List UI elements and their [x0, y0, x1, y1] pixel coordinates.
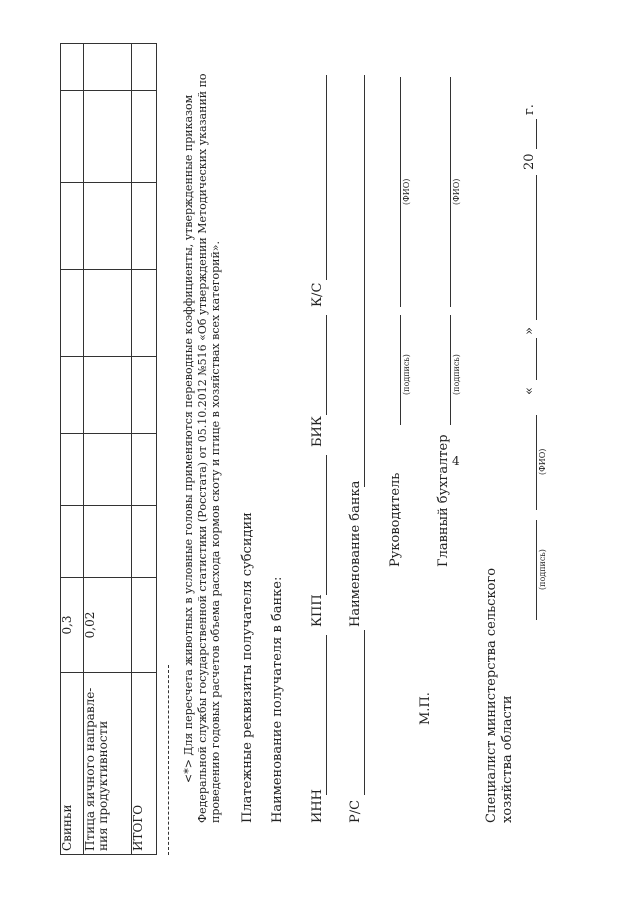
coefficient-table: [60, 43, 157, 855]
footnote: [182, 23, 223, 823]
bik-label: БИК: [310, 416, 325, 447]
head-fio-hint: (ФИО): [402, 178, 411, 205]
accountant-label: Главный бухгалтер: [436, 434, 451, 567]
row-label: Птица яичного направле-ния продуктивности: [84, 673, 132, 855]
accountant-fio-line[interactable]: [450, 77, 451, 307]
page-number: 4: [452, 454, 460, 468]
specialist-sign-line[interactable]: [536, 520, 537, 620]
date-day-line[interactable]: [536, 338, 537, 380]
footnote-marker: <*>: [182, 759, 195, 783]
accountant-sign-line[interactable]: [450, 315, 451, 425]
bank-line[interactable]: [364, 75, 365, 487]
ks-label: К/С: [310, 282, 325, 307]
date-month-line[interactable]: [536, 175, 537, 320]
head-sign-line[interactable]: [400, 315, 401, 425]
inn-line[interactable]: [326, 635, 327, 795]
kpp-line[interactable]: [326, 455, 327, 595]
date-year-suffix: г.: [522, 104, 537, 115]
footnote-separator: [168, 665, 169, 855]
row-coef: 0,02: [84, 578, 132, 673]
footnote-text: Для пересчета животных в условные головы применяются переводные коэффициенты, утвержденные приказом Федеральной службы государственной статистики (Росстата) от 05.10.2012 №516 «Об утверждении Методических указаний по проведению годовых расчетов объема расхода кормов скоту и птице в хозяйствах всех категорий».: [182, 73, 222, 823]
accountant-sign-hint: (подпись): [452, 354, 461, 395]
rs-label: Р/С: [348, 799, 363, 823]
bik-line[interactable]: [326, 315, 327, 415]
head-sign-hint: (подпись): [402, 354, 411, 395]
specialist-line2: хозяйства области: [500, 695, 515, 823]
accountant-fio-hint: (ФИО): [452, 178, 461, 205]
row-label: ИТОГО: [132, 673, 157, 855]
row-label: Свиньи: [61, 673, 84, 855]
ks-line[interactable]: [326, 75, 327, 280]
head-fio-line[interactable]: [400, 77, 401, 307]
row-coef: [132, 578, 157, 673]
bank-name-label: Наименование получателя в банке:: [270, 576, 285, 823]
table-row: [84, 44, 132, 855]
date-year-line[interactable]: [536, 119, 537, 149]
rs-line[interactable]: [364, 630, 365, 795]
kpp-label: КПП: [310, 594, 325, 627]
specialist-fio-hint: (ФИО): [538, 448, 547, 475]
specialist-sign-hint: (подпись): [538, 549, 547, 590]
inn-label: ИНН: [310, 788, 325, 823]
date-close-quote: »: [522, 327, 537, 335]
date-year: 20: [522, 153, 537, 170]
bank-label: Наименование банка: [348, 480, 363, 627]
seal-label: М.П.: [418, 692, 433, 725]
table-row: [61, 44, 84, 855]
specialist-fio-line[interactable]: [536, 415, 537, 510]
table-row: [132, 44, 157, 855]
payment-title: Платежные реквизиты получателя субсидии: [240, 512, 255, 823]
date-open-quote: «: [522, 387, 537, 395]
specialist-line1: Специалист министерства сельского: [484, 567, 499, 823]
row-coef: 0,3: [61, 578, 84, 673]
head-label: Руководитель: [388, 472, 403, 567]
